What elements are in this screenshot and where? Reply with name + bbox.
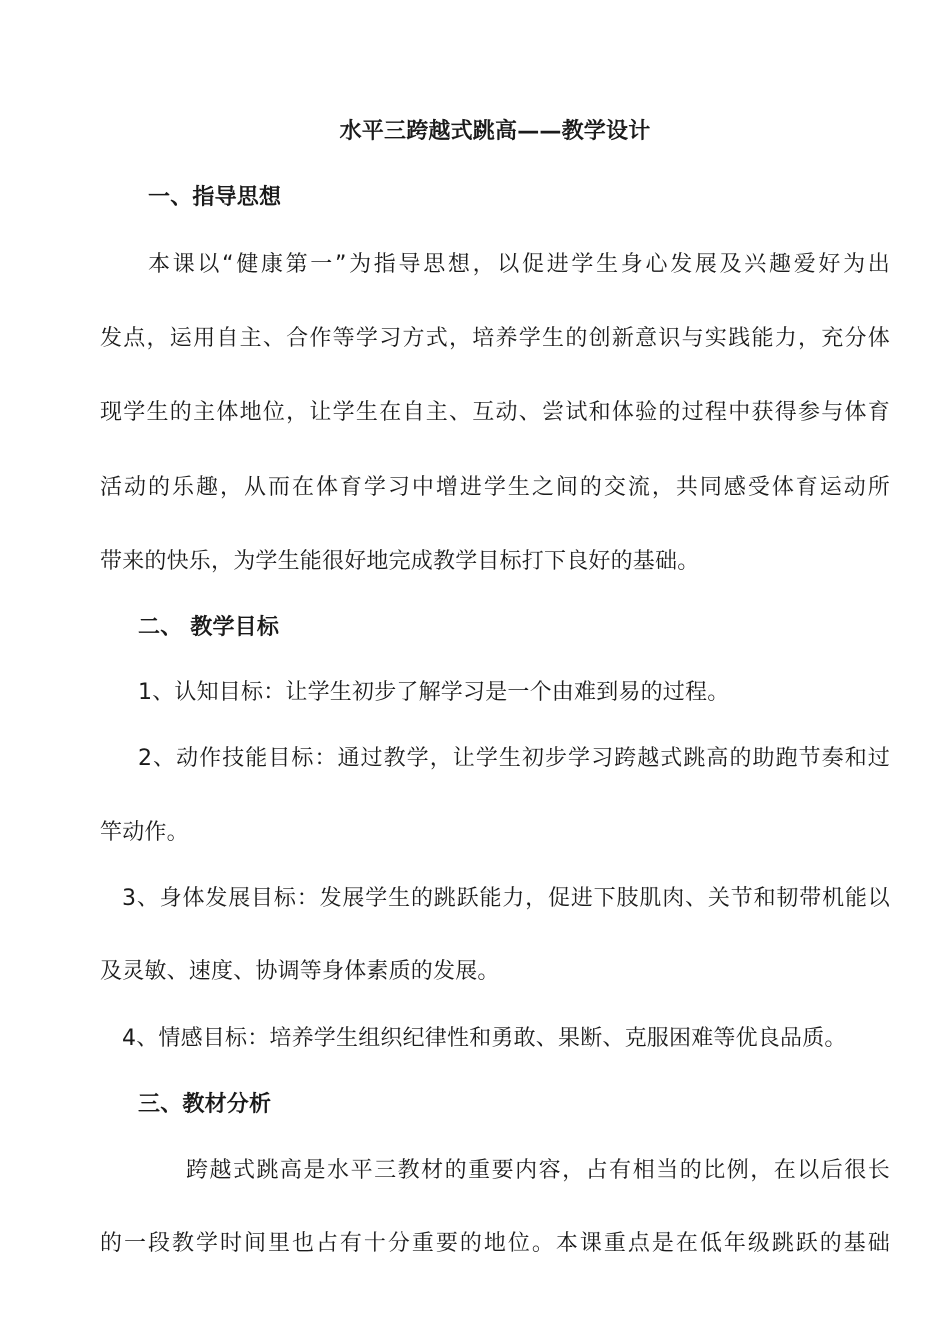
goal-item-emotional: 4、情感目标：培养学生组织纪律性和勇敢、果断、克服困难等优良品质。 <box>122 1026 847 1051</box>
paragraph-line: 活动的乐趣，从而在体育学习中增进学生之间的交流，共同感受体育运动所 <box>100 475 890 500</box>
section-heading-teaching-goals: 二、 教学目标 <box>138 615 280 640</box>
paragraph-line: 跨越式跳高是水平三教材的重要内容，占有相当的比例，在以后很长 <box>186 1158 890 1183</box>
section-heading-guiding-ideology: 一、指导思想 <box>148 185 282 210</box>
paragraph-line: 现学生的主体地位，让学生在自主、互动、尝试和体验的过程中获得参与体育 <box>100 400 890 425</box>
paragraph-line: 的一段教学时间里也占有十分重要的地位。本课重点是在低年级跳跃的基础 <box>100 1231 890 1256</box>
paragraph-line: 发点，运用自主、合作等学习方式，培养学生的创新意识与实践能力，充分体 <box>100 326 890 351</box>
goal-item-physical-cont: 及灵敏、速度、协调等身体素质的发展。 <box>100 959 500 984</box>
paragraph-line: 本课以“健康第一”为指导思想，以促进学生身心发展及兴趣爱好为出 <box>148 252 890 277</box>
document-title: 水平三跨越式跳高——教学设计 <box>339 119 651 144</box>
paragraph-line: 带来的快乐，为学生能很好地完成教学目标打下良好的基础。 <box>100 549 700 574</box>
goal-item-physical: 3、身体发展目标：发展学生的跳跃能力，促进下肢肌肉、关节和韧带机能以 <box>122 886 890 911</box>
goal-item-cognitive: 1、认知目标：让学生初步了解学习是一个由难到易的过程。 <box>138 680 730 705</box>
section-heading-material-analysis: 三、教材分析 <box>138 1092 272 1117</box>
goal-item-motor-skill-cont: 竿动作。 <box>100 820 189 845</box>
goal-item-motor-skill: 2、动作技能目标：通过教学，让学生初步学习跨越式跳高的助跑节奏和过 <box>138 746 890 771</box>
